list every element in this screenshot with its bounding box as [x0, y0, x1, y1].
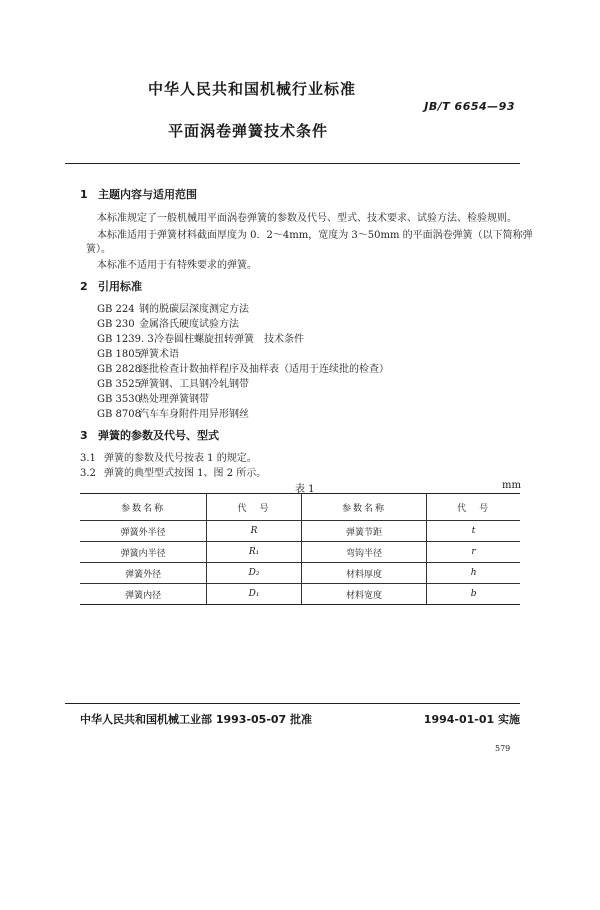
table-cell: 弯钩半径 — [301, 542, 426, 563]
table-cell: r — [427, 542, 520, 563]
section-1-heading: 1 主题内容与适用范围 — [80, 188, 197, 201]
table-header: 参数名称 — [301, 494, 426, 521]
reference-item: GB 3525弹簧钢、工具钢冷轧钢带 — [97, 379, 249, 390]
clause-3-1: 3.1 弹簧的参数及代号按表 1 的规定。 — [80, 453, 257, 464]
table-header: 代 号 — [427, 494, 520, 521]
reference-item: GB 224 钢的脱碳层深度测定方法 — [97, 304, 249, 315]
standard-code: JB/T 6654—93 — [424, 100, 515, 113]
approval-line: 中华人民共和国机械工业部 1993-05-07 批准 — [80, 713, 313, 726]
table-cell: 弹簧外径 — [80, 563, 207, 584]
implementation-date: 1994-01-01 实施 — [423, 713, 520, 726]
table-cell: 弹簧内径 — [80, 584, 207, 605]
table-cell: 弹簧节距 — [301, 521, 426, 542]
footer-divider — [65, 703, 520, 704]
section-1-paragraph-1: 本标准规定了一般机械用平面涡卷弹簧的参数及代号、型式、技术要求、试验方法、检验规则。 — [97, 213, 517, 224]
reference-item: GB 1805弹簧术语 — [97, 349, 179, 360]
table-cell: D₂ — [207, 563, 302, 584]
table-header-row — [80, 494, 520, 521]
table-header: 代 号 — [207, 494, 302, 521]
document-title: 平面涡卷弹簧技术条件 — [168, 122, 329, 140]
table-cell: t — [427, 521, 520, 542]
section-1-paragraph-3: 本标准不适用于有特殊要求的弹簧。 — [97, 260, 257, 271]
section-1-paragraph-2-cont: 簧）。 — [86, 244, 111, 255]
table-row — [80, 542, 520, 563]
table-cell: D₁ — [207, 584, 302, 605]
page-number: 579 — [495, 744, 511, 753]
header-divider — [65, 163, 520, 164]
table-1-unit: mm — [502, 480, 521, 491]
table-cell: 弹簧外半径 — [80, 521, 207, 542]
table-1-title: 表 1 — [295, 484, 315, 495]
section-3-heading: 3 弹簧的参数及代号、型式 — [80, 429, 219, 442]
reference-item: GB 2828逐批检查计数抽样程序及抽样表（适用于连续批的检查） — [97, 364, 389, 375]
table-row — [80, 584, 520, 605]
section-1-paragraph-2: 本标准适用于弹簧材料截面厚度为 0．2～4mm，宽度为 3～50mm 的平面涡卷弹簧（以下简称弹 — [97, 230, 533, 241]
table-row — [80, 521, 520, 542]
issuing-organization: 中华人民共和国机械行业标准 — [148, 80, 357, 98]
parameters-table — [80, 493, 520, 605]
table-cell: 弹簧内半径 — [80, 542, 207, 563]
table-cell: b — [427, 584, 520, 605]
reference-item: GB 1239. 3冷卷圆柱螺旋扭转弹簧 技术条件 — [97, 334, 304, 345]
table-cell: 材料厚度 — [301, 563, 426, 584]
table-cell: R₁ — [207, 542, 302, 563]
table-row — [80, 563, 520, 584]
section-2-heading: 2 引用标准 — [80, 280, 142, 293]
table-cell: 材料宽度 — [301, 584, 426, 605]
table-cell: h — [427, 563, 520, 584]
clause-3-2: 3.2 弹簧的典型型式按图 1、图 2 所示。 — [80, 468, 267, 479]
reference-item: GB 230 金属洛氏硬度试验方法 — [97, 319, 239, 330]
reference-item: GB 3530热处理弹簧钢带 — [97, 394, 209, 405]
table-cell: R — [207, 521, 302, 542]
reference-item: GB 8708汽车车身附件用异形钢丝 — [97, 409, 249, 420]
table-header: 参数名称 — [80, 494, 207, 521]
